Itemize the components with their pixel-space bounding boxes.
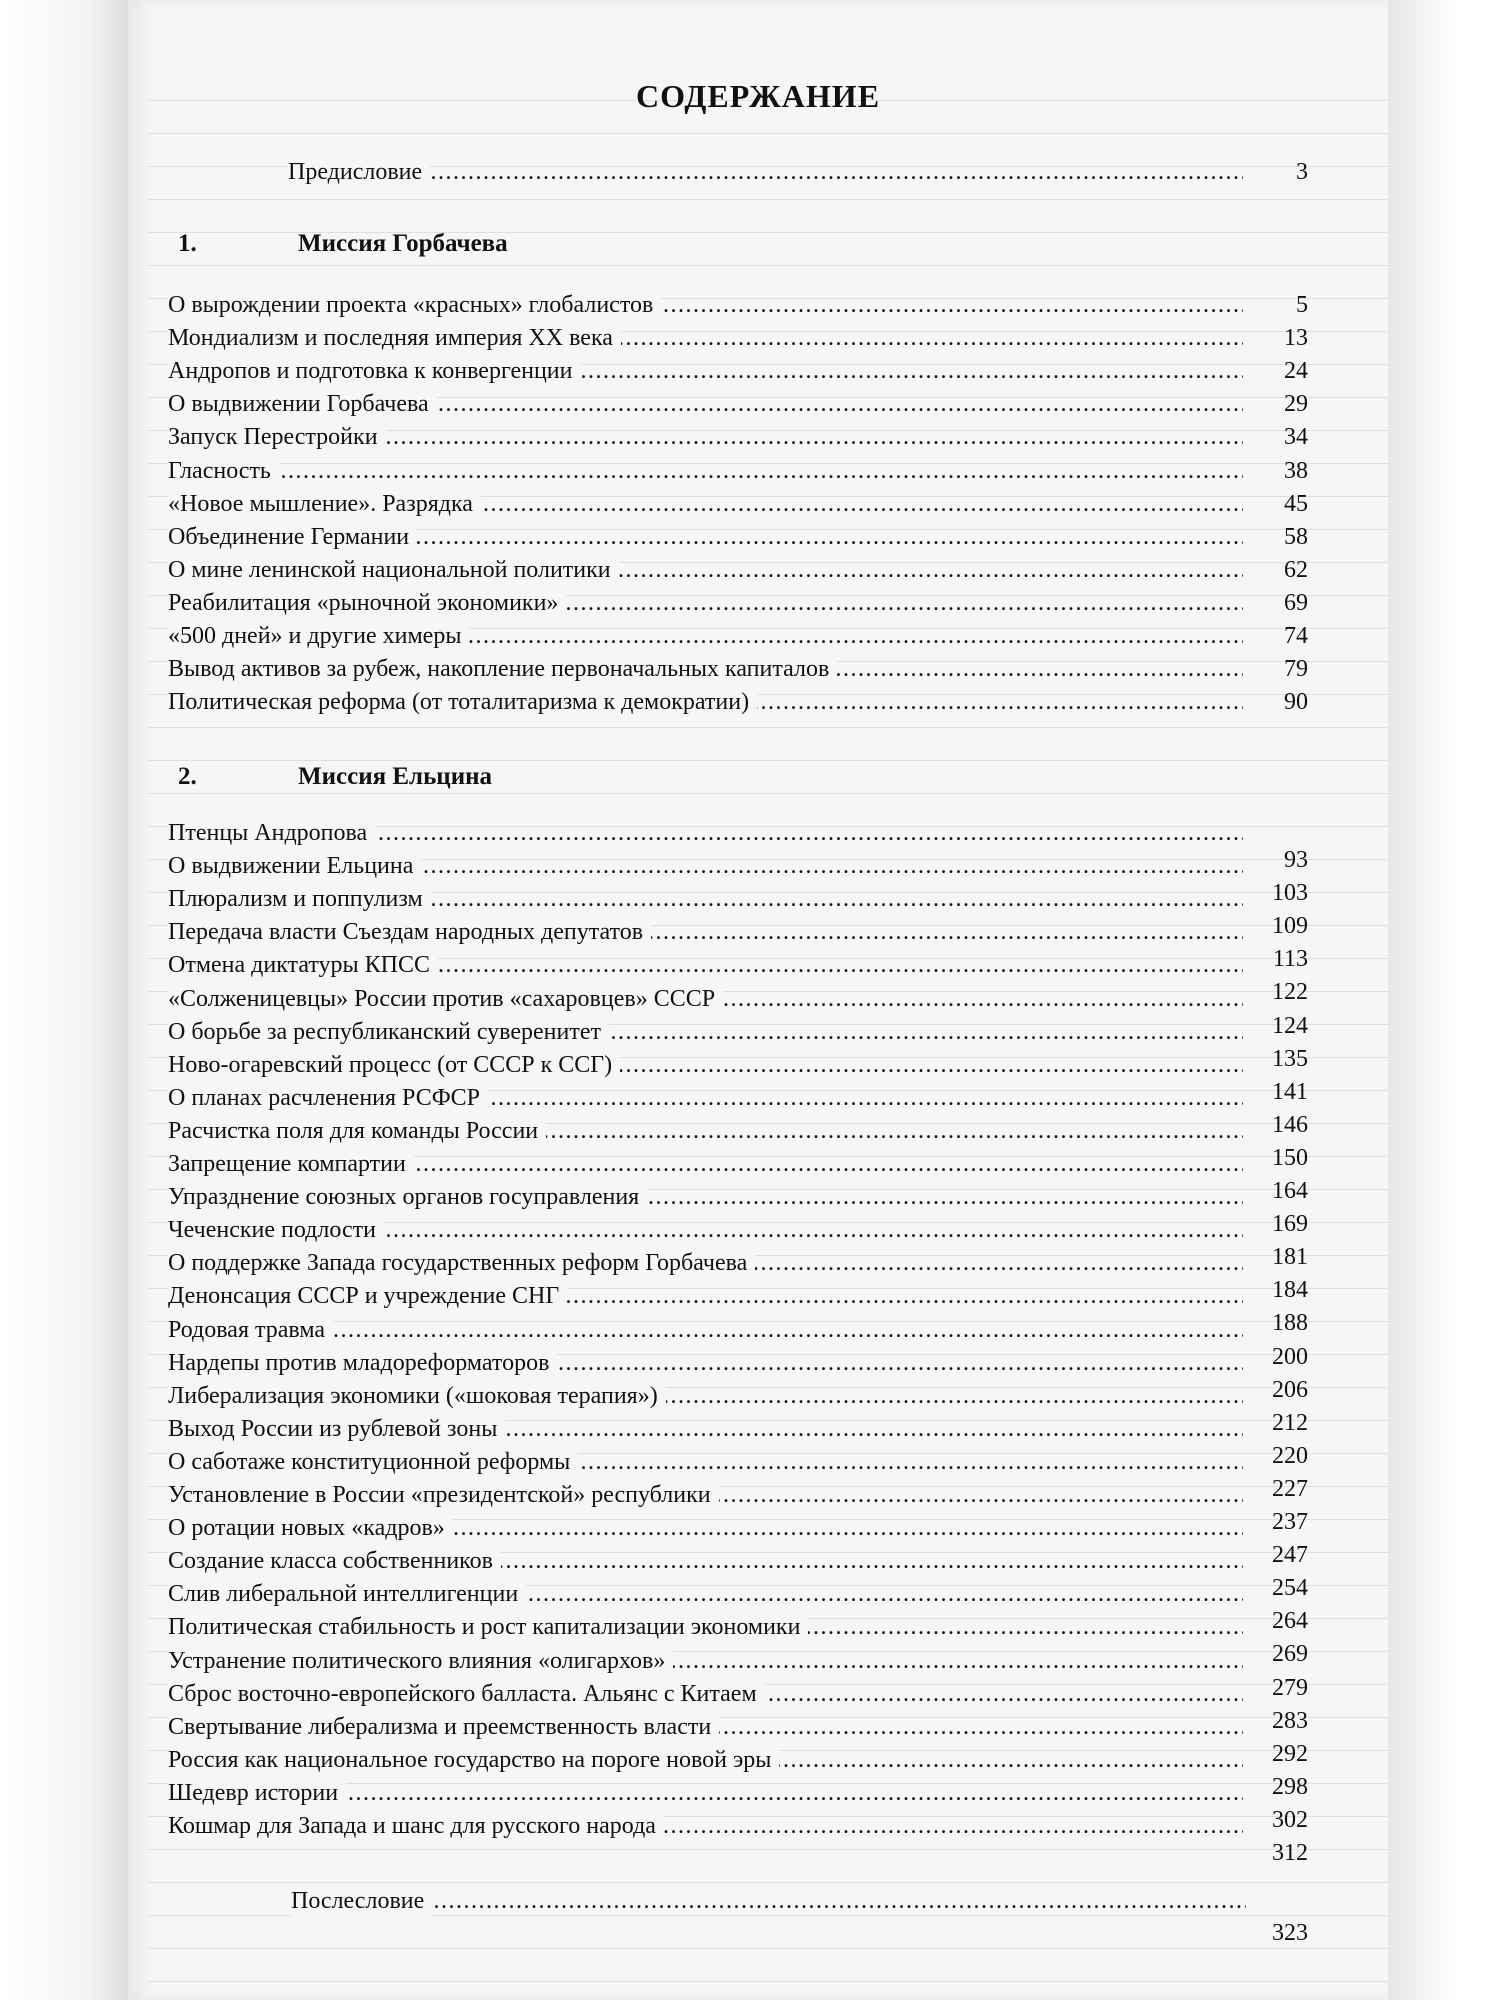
toc-entry-label: «Новое мышление». Разрядка <box>168 489 481 519</box>
toc-entry <box>168 1116 1243 1146</box>
left-page-margin <box>0 0 128 2000</box>
toc-entry <box>168 1083 1243 1113</box>
bleed-line <box>148 265 1388 276</box>
section-title: Миссия Ельцина <box>298 763 493 790</box>
toc-entry <box>168 1712 1243 1742</box>
toc-entry <box>168 884 1243 914</box>
bleed-line <box>148 1948 1388 1959</box>
toc-entry <box>168 1745 1243 1775</box>
toc-entry-label: Устранение политического влияния «олигархов» <box>168 1646 673 1676</box>
toc-entry-page: 29 <box>1284 391 1308 418</box>
toc-entry-label: О вырождении проекта «красных» глобалистов <box>168 290 661 320</box>
toc-entry-label: Родовая травма <box>168 1315 333 1345</box>
toc-entry <box>168 1646 1243 1676</box>
toc-entry-page: 24 <box>1284 358 1308 385</box>
toc-entry-label: Либерализация экономики («шоковая терапия») <box>168 1381 666 1411</box>
toc-entry-page: 146 <box>1272 1111 1308 1138</box>
toc-entry-label: Упразднение союзных органов госуправления <box>168 1182 647 1212</box>
toc-entry <box>168 1414 1243 1444</box>
toc-entry <box>168 1050 1243 1080</box>
bleed-line <box>148 133 1388 144</box>
toc-entry-label: Реабилитация «рыночной экономики» <box>168 588 566 618</box>
toc-entry <box>168 818 1243 848</box>
toc-entry-label: Выход России из рублевой зоны <box>168 1414 505 1444</box>
toc-entry <box>168 1579 1243 1609</box>
contents-page <box>128 0 1388 2000</box>
toc-entry <box>168 456 1243 486</box>
toc-entry <box>168 1513 1243 1543</box>
toc-entry <box>168 588 1243 618</box>
toc-entry-page: 264 <box>1272 1608 1308 1635</box>
toc-entry-label: Птенцы Андропова <box>168 818 375 848</box>
toc-entry-label: Шедевр истории <box>168 1778 346 1808</box>
right-page-edge <box>1388 0 1500 2000</box>
toc-entry-label: Предисловие <box>288 157 430 187</box>
leader-dots <box>291 1886 1246 1916</box>
toc-entry <box>168 356 1243 386</box>
toc-entry <box>168 1546 1243 1576</box>
toc-entry-label: О поддержке Запада государственных реформ Горбачева <box>168 1248 755 1278</box>
toc-entry-label: Нардепы против младореформаторов <box>168 1348 557 1378</box>
toc-entry <box>168 1182 1243 1212</box>
toc-entry-page: 323 <box>1272 1920 1308 1946</box>
toc-entry-page: 169 <box>1272 1211 1308 1238</box>
toc-entry <box>168 851 1243 881</box>
toc-entry <box>168 1149 1243 1179</box>
toc-entry-label: Сброс восточно-европейского балласта. Альянс с Китаем <box>168 1679 765 1709</box>
toc-entry <box>168 984 1243 1014</box>
leader-dots <box>168 456 1243 486</box>
toc-entry-label: Объединение Германии <box>168 522 417 552</box>
bleed-line <box>148 199 1388 210</box>
toc-entry <box>168 1248 1243 1278</box>
toc-entry-page: 13 <box>1284 325 1308 352</box>
toc-entry-page: 58 <box>1284 523 1308 550</box>
toc-entry <box>168 1315 1243 1345</box>
toc-entry-label: Ново-огаревский процесс (от СССР к ССГ) <box>168 1050 620 1080</box>
toc-entry-label: Передача власти Съездам народных депутатов <box>168 917 651 947</box>
toc-entry-page: 103 <box>1272 880 1308 907</box>
toc-entry-label: Мондиализм и последняя империя ХХ века <box>168 323 621 353</box>
toc-entry-label: Свертывание либерализма и преемственность власти <box>168 1712 719 1742</box>
toc-entry-label: Создание класса собственников <box>168 1546 501 1576</box>
toc-entry-page: 45 <box>1284 490 1308 517</box>
toc-entry-page: 62 <box>1284 556 1308 583</box>
toc-entry-page: 279 <box>1272 1674 1308 1701</box>
toc-entry-label: Политическая реформа (от тоталитаризма к демократии) <box>168 687 757 717</box>
toc-entry-page: 34 <box>1284 424 1308 451</box>
bleed-line <box>148 727 1388 738</box>
toc-entry-page: 124 <box>1272 1012 1308 1039</box>
toc-entry <box>168 522 1243 552</box>
toc-entry <box>168 1281 1243 1311</box>
toc-entry <box>168 422 1243 452</box>
toc-entry-label: «Солженицевцы» России против «сахаровцев» СССР <box>168 984 723 1014</box>
toc-entry-page: 212 <box>1272 1409 1308 1436</box>
toc-entry <box>168 555 1243 585</box>
toc-entry-label: О борьбе за республиканский суверенитет <box>168 1017 609 1047</box>
toc-entry-label: О выдвижении Ельцина <box>168 851 421 881</box>
toc-entry-page: 200 <box>1272 1343 1308 1370</box>
bleed-line <box>148 793 1388 804</box>
toc-entry-label: Вывод активов за рубеж, накопление первоначальных капиталов <box>168 654 837 684</box>
toc-entry-label: Кошмар для Запада и шанс для русского народа <box>168 1811 664 1841</box>
toc-entry <box>168 654 1243 684</box>
toc-entry-page: 122 <box>1272 979 1308 1006</box>
toc-entry-page: 220 <box>1272 1442 1308 1469</box>
section-title: Миссия Горбачева <box>298 230 508 257</box>
toc-entry-page: 302 <box>1272 1806 1308 1833</box>
toc-entry <box>168 917 1243 947</box>
toc-entry-label: Послесловие <box>291 1886 432 1916</box>
toc-entry-label: Андропов и подготовка к конвергенции <box>168 356 581 386</box>
toc-entry-page: 141 <box>1272 1078 1308 1105</box>
bleed-line <box>148 1849 1388 1860</box>
section-heading-1 <box>178 229 778 259</box>
toc-entry-label: Отмена диктатуры КПСС <box>168 950 438 980</box>
toc-entry-page: 69 <box>1284 589 1308 616</box>
toc-entry <box>168 687 1243 717</box>
toc-entry-page: 164 <box>1272 1178 1308 1204</box>
toc-entry-page: 237 <box>1272 1509 1308 1535</box>
toc-entry-page: 206 <box>1272 1376 1308 1403</box>
toc-entry-page: 135 <box>1272 1045 1308 1072</box>
toc-entry <box>168 950 1243 980</box>
toc-entry-page: 298 <box>1272 1773 1308 1800</box>
toc-entry-page: 227 <box>1272 1475 1308 1502</box>
toc-entry-page: 247 <box>1272 1542 1308 1569</box>
toc-entry-page: 74 <box>1284 623 1308 649</box>
toc-entry-afterword <box>291 1886 1246 1916</box>
toc-entry-label: Плюрализм и поппулизм <box>168 884 431 914</box>
toc-entry-label: Запрещение компартии <box>168 1149 414 1179</box>
bleed-line <box>148 1981 1388 1992</box>
toc-entry-label: Россия как национальное государство на пороге новой эры <box>168 1745 779 1775</box>
toc-entry-label: О мине ленинской национальной политики <box>168 555 619 585</box>
toc-entry-label: О планах расчленения РСФСР <box>168 1083 488 1113</box>
toc-entry-page: 109 <box>1272 913 1308 940</box>
toc-entry-page: 283 <box>1272 1707 1308 1734</box>
toc-entry-page: 5 <box>1296 292 1308 318</box>
toc-entry-page: 150 <box>1272 1144 1308 1171</box>
toc-entry-label: О саботаже конституционной реформы <box>168 1447 578 1477</box>
toc-entry-page: 79 <box>1284 656 1308 683</box>
toc-entry <box>168 1348 1243 1378</box>
toc-entry <box>168 1447 1243 1477</box>
toc-entry <box>168 1612 1243 1642</box>
toc-entry-page: 3 <box>1296 159 1308 185</box>
toc-entry <box>168 1017 1243 1047</box>
toc-entry-label: Установление в России «президентской» республики <box>168 1480 719 1510</box>
section-number: 2. <box>178 763 197 790</box>
bleed-line <box>148 1915 1388 1926</box>
toc-entry-page: 184 <box>1272 1277 1308 1304</box>
toc-entry-label: Чеченские подлости <box>168 1215 384 1245</box>
toc-entry-preface <box>288 157 1243 187</box>
toc-entry-page: 269 <box>1272 1641 1308 1668</box>
toc-entry-label: Запуск Перестройки <box>168 422 386 452</box>
toc-entry <box>168 1811 1243 1841</box>
toc-entry <box>168 1679 1243 1709</box>
toc-entry-label: Денонсация СССР и учреждение СНГ <box>168 1281 567 1311</box>
toc-entry-page: 38 <box>1284 457 1308 484</box>
toc-entry <box>168 1215 1243 1245</box>
section-number: 1. <box>178 230 197 257</box>
toc-entry <box>168 621 1243 651</box>
toc-entry-label: «500 дней» и другие химеры <box>168 621 469 651</box>
toc-entry-label: Слив либеральной интеллигенции <box>168 1579 526 1609</box>
toc-entry-label: Расчистка поля для команды России <box>168 1116 546 1146</box>
leader-dots <box>288 157 1243 187</box>
toc-entry-page: 181 <box>1272 1244 1308 1271</box>
toc-entry-label: О выдвижении Горбачева <box>168 389 437 419</box>
toc-entry-label: Политическая стабильность и рост капитализации экономики <box>168 1612 808 1642</box>
toc-entry-page: 188 <box>1272 1310 1308 1337</box>
toc-entry-page: 312 <box>1272 1840 1308 1866</box>
toc-entry <box>168 1480 1243 1510</box>
toc-entry-page: 292 <box>1272 1740 1308 1767</box>
toc-entry <box>168 323 1243 353</box>
toc-entry <box>168 489 1243 519</box>
toc-entry-page: 93 <box>1284 847 1308 873</box>
section-heading-2 <box>178 762 778 792</box>
page-title: СОДЕРЖАНИЕ <box>635 78 881 114</box>
toc-entry <box>168 1381 1243 1411</box>
toc-entry-page: 113 <box>1272 946 1308 973</box>
toc-entry-page: 90 <box>1284 689 1308 716</box>
toc-entry <box>168 290 1243 320</box>
toc-entry-label: Гласность <box>168 456 279 486</box>
toc-entry <box>168 1778 1243 1808</box>
toc-entry-page: 254 <box>1272 1575 1308 1602</box>
toc-entry-label: О ротации новых «кадров» <box>168 1513 453 1543</box>
toc-entry <box>168 389 1243 419</box>
